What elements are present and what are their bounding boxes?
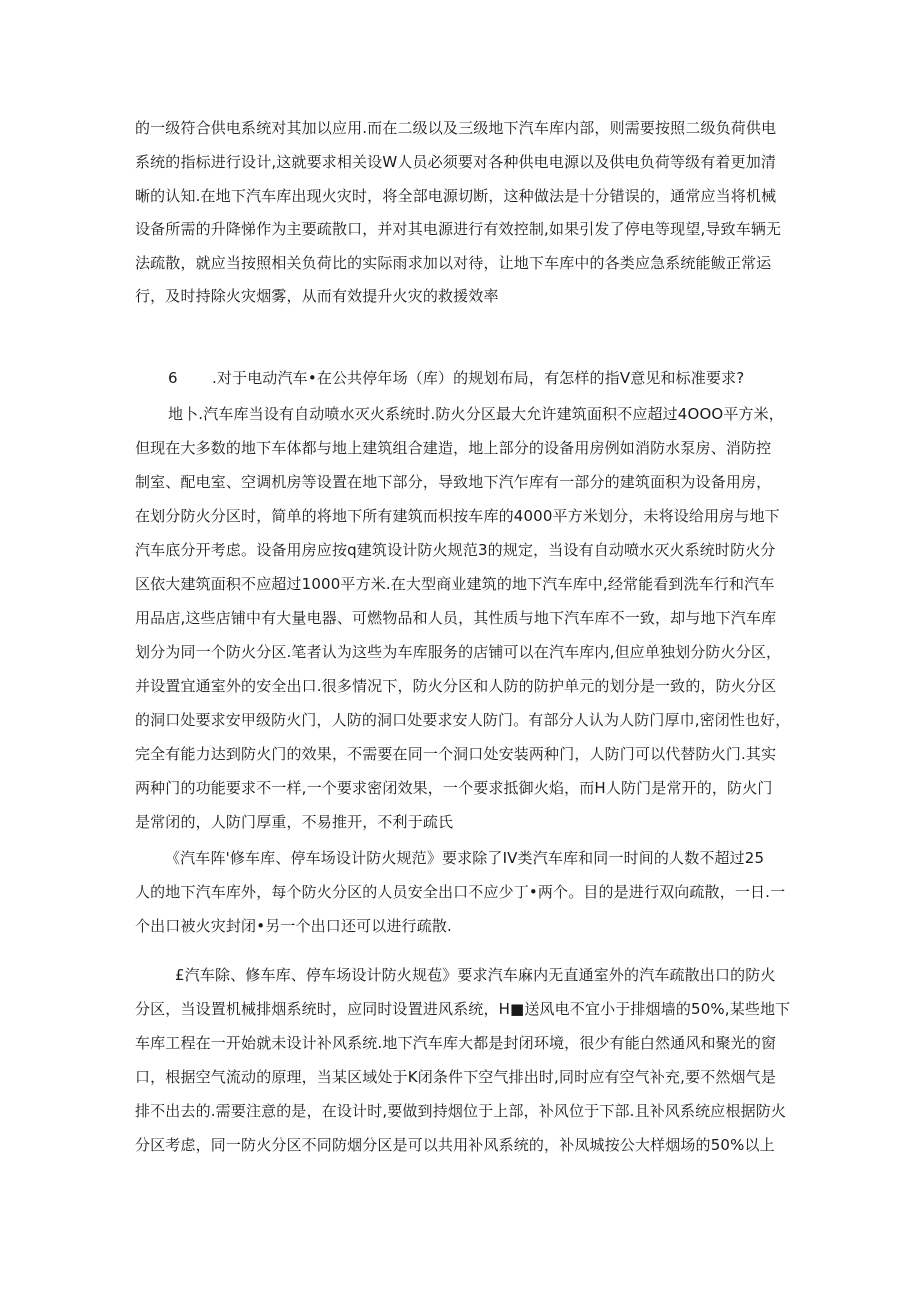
paragraph-line: 排不出去的.需要注意的是，在设计时,要做到持烟位于上部，补风位于下部.且补风系统应根据防火 xyxy=(135,1102,787,1120)
question-number: 6 xyxy=(168,369,178,387)
paragraph-line: 地卜.汽车库当设有自动喷水灭火系统时.防火分区最大允许建筑面积不应超过4OOO平方米， xyxy=(168,405,784,423)
paragraph-line: 并设置宜通室外的安全出口.很多情况下，防火分区和人防的防护单元的划分是一致的，防火分区 xyxy=(135,677,777,695)
paragraph-line: 行，及时持除火灾烟雾，从而有效提升火灾的救援效率 xyxy=(135,287,499,305)
paragraph-line: 两种门的功能要求不一样,一个要求密闭效果，一个要求抵御火焰，而H人防门是常开的，防火门 xyxy=(135,779,773,797)
paragraph-line: £汽车除、修车库、停车场设计防火规苞》要求汽车麻内无直通室外的汽车疏散出口的防火 xyxy=(175,966,776,984)
paragraph-line: 《汽车阵'修车库、停车场设计防火规范》要求除了IV类汽车库和同一时间的人数不超过25 xyxy=(165,849,765,867)
paragraph-line: 法疏散，就应当按照相关负荷比的实际雨求加以对待，让地下车库中的各类应急系统能鲅正常运 xyxy=(135,254,772,272)
paragraph-line: 汽车底分开考虑。设备用房应按q建筑设计防火规范3的规定，当设有自动喷水灭火系统时防火分 xyxy=(135,541,776,559)
paragraph-line: 口，根据空气流动的原理，当某区域处于K闭条件下空气排出时,同时应有空气补充,要不然烟气是 xyxy=(135,1068,776,1086)
paragraph-line: 的一级符合供电系统对其加以应用.而在二级以及三级地下汽车库内部，则需要按照二级负荷供电 xyxy=(135,119,777,137)
paragraph-line: 个出口被火灾封闭•另一个出口还可以进行疏散. xyxy=(135,917,452,935)
paragraph-line: 分区，当设置机械排烟系统时，应同时设置进风系统，H■送风电不宜小于排烟墙的50%,某些地下 xyxy=(135,1000,791,1018)
paragraph-line: 晰的认知.在地下汽车库出现火灾时，将全部电源切断，这种做法是十分错误的，通常应当将机械 xyxy=(135,187,777,205)
paragraph-line: 车库工程在一开始就未设计补风系统.地下汽车库大都是封闭环境，很少有能白然通风和聚光的窗 xyxy=(135,1034,777,1052)
paragraph-line: 分区考虑，同一防火分区不同防烟分区是可以共用补风系统的，补凤城按公大样烟场的50%以上 xyxy=(135,1136,775,1154)
paragraph-line: 是常闭的，人防门厚重，不易推开，不利于疏氏 xyxy=(135,813,454,831)
question-text: .对于电动汽车•在公共停年场（库）的规划布局，有怎样的指V意见和标准要求? xyxy=(212,369,745,387)
paragraph-line: 制室、配电室、空调机房等设置在地下部分，导致地下汽乍库有一部分的建筑面积为设备用房， xyxy=(135,473,772,491)
paragraph-line: 用品店,这些店铺中有大量电器、可燃物品和人员，其性质与地下汽车库不一致，却与地下汽车库 xyxy=(135,609,777,627)
paragraph-line: 系统的指标进行设计,这就要求相关设W人员必须要对各种供电电源以及供电负荷等级有着更加清 xyxy=(135,153,777,171)
paragraph-line: 的洞口处要求安甲级防火门，人防的洞口处要求安人防门。有部分人认为人防门厚巾,密闭性也好， xyxy=(135,711,791,729)
paragraph-line: 区依大建筑面积不应超过1000平方米.在大型商业建筑的地下汽车库中,经常能看到洗车行和汽车 xyxy=(135,575,775,593)
paragraph-line: 在划分防火分区时，简单的将地下所有建筑而枳按车库的4000平方米划分，未将设给用房与地下 xyxy=(135,507,780,525)
paragraph-line: 人的地下汽车库外，每个防火分区的人员安全出口不应少丁•两个。目的是进行双向疏散，一日.一 xyxy=(135,883,786,901)
paragraph-line: 设备所需的升降悌作为主要疏散口，并对其电源进行有效控制,如果引发了停电等现望,导致车辆无 xyxy=(135,220,782,238)
paragraph-line: 完全有能力达到防火门的效果，不需要在同一个洞口处安装两种门，人防门可以代替防火门.其实 xyxy=(135,745,777,763)
paragraph-line: 但现在大多数的地下车体都与地上建筑组合建造，地上部分的设备用房例如消防水泵房、消防控 xyxy=(135,439,772,457)
paragraph-line: 划分为同一个防火分区.笔者认为这些为车库服务的店铺可以在汽车库内,但应单独划分防火分区， xyxy=(135,643,782,661)
